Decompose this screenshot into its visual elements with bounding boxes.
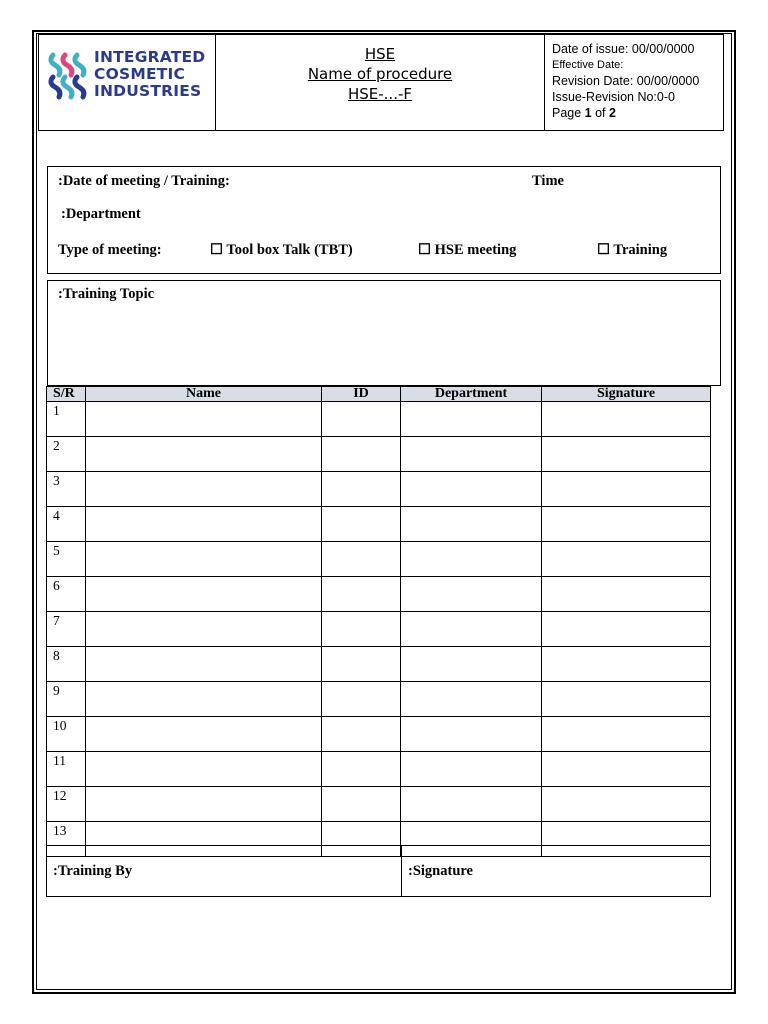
table-row bbox=[47, 437, 711, 472]
cell-signature[interactable] bbox=[542, 577, 711, 612]
table-row bbox=[47, 402, 711, 437]
cell-department[interactable] bbox=[401, 542, 542, 577]
issue-revision: Issue-Revision No:0-0 bbox=[552, 90, 675, 104]
cell-department[interactable] bbox=[401, 612, 542, 647]
cell-sr: 8 bbox=[47, 647, 86, 682]
company-name bbox=[94, 49, 205, 100]
cell-signature[interactable] bbox=[542, 682, 711, 717]
table-row bbox=[47, 577, 711, 612]
cell-id[interactable] bbox=[322, 437, 401, 472]
cell-id[interactable] bbox=[322, 402, 401, 437]
header-sr: S/R bbox=[47, 387, 86, 402]
cell-signature[interactable] bbox=[542, 437, 711, 472]
cell-sr: 3 bbox=[47, 472, 86, 507]
cell-signature[interactable] bbox=[542, 647, 711, 682]
cell-id[interactable] bbox=[322, 752, 401, 787]
cell-id[interactable] bbox=[322, 787, 401, 822]
effective-date: Effective Date: bbox=[552, 59, 624, 71]
cell-department[interactable] bbox=[401, 717, 542, 752]
trainer-signoff-box bbox=[46, 845, 711, 897]
cell-signature[interactable] bbox=[542, 507, 711, 542]
header-id: ID bbox=[322, 387, 401, 402]
cell-name[interactable] bbox=[86, 752, 322, 787]
checkbox-training[interactable]: ☐ Training bbox=[597, 242, 668, 258]
cell-name[interactable] bbox=[86, 577, 322, 612]
company-logo-icon bbox=[47, 51, 89, 101]
table-row bbox=[47, 472, 711, 507]
cell-name[interactable] bbox=[86, 437, 322, 472]
cell-name[interactable] bbox=[86, 402, 322, 437]
signoff-divider bbox=[401, 846, 402, 896]
table-row bbox=[47, 717, 711, 752]
cell-sr: 6 bbox=[47, 577, 86, 612]
table-row bbox=[47, 507, 711, 542]
cell-department[interactable] bbox=[401, 507, 542, 542]
signature-label: :Signature bbox=[408, 863, 473, 879]
cell-signature[interactable] bbox=[542, 402, 711, 437]
doc-title-code: HSE-...-F bbox=[347, 85, 413, 103]
cell-department[interactable] bbox=[401, 402, 542, 437]
page-total: 2 bbox=[609, 106, 616, 120]
table-header-row bbox=[47, 387, 711, 402]
cell-name[interactable] bbox=[86, 682, 322, 717]
table-row bbox=[47, 647, 711, 682]
checkbox-hse-meeting[interactable]: ☐ HSE meeting bbox=[418, 242, 517, 258]
cell-sr: 9 bbox=[47, 682, 86, 717]
cell-id[interactable] bbox=[322, 647, 401, 682]
cell-name[interactable] bbox=[86, 507, 322, 542]
cell-signature[interactable] bbox=[542, 612, 711, 647]
cell-sr: 4 bbox=[47, 507, 86, 542]
cell-sr: 13 bbox=[47, 822, 86, 857]
company-name-line-3: INDUSTRIES bbox=[94, 82, 202, 100]
cell-signature[interactable] bbox=[542, 752, 711, 787]
date-of-meeting-label: :Date of meeting / Training: bbox=[58, 173, 230, 189]
cell-id[interactable] bbox=[322, 542, 401, 577]
header-name: Name bbox=[86, 387, 322, 402]
logo-cell bbox=[39, 35, 216, 130]
header-signature: Signature bbox=[542, 387, 711, 402]
cell-department[interactable] bbox=[401, 752, 542, 787]
page-current: 1 bbox=[584, 106, 592, 120]
cell-sr: 5 bbox=[47, 542, 86, 577]
table-row bbox=[47, 542, 711, 577]
header-department: Department bbox=[401, 387, 542, 402]
title-cell bbox=[216, 35, 545, 130]
page-number bbox=[552, 105, 725, 121]
cell-sr: 1 bbox=[47, 402, 86, 437]
cell-name[interactable] bbox=[86, 612, 322, 647]
cell-signature[interactable] bbox=[542, 717, 711, 752]
cell-department[interactable] bbox=[401, 577, 542, 612]
attendance-table bbox=[46, 386, 711, 857]
cell-department[interactable] bbox=[401, 437, 542, 472]
cell-sr: 7 bbox=[47, 612, 86, 647]
cell-name[interactable] bbox=[86, 542, 322, 577]
cell-name[interactable] bbox=[86, 472, 322, 507]
table-row bbox=[47, 752, 711, 787]
cell-department[interactable] bbox=[401, 787, 542, 822]
cell-id[interactable] bbox=[322, 682, 401, 717]
table-row bbox=[47, 682, 711, 717]
document-header bbox=[38, 34, 724, 131]
cell-name[interactable] bbox=[86, 647, 322, 682]
department-label: :Department bbox=[61, 206, 141, 222]
table-row bbox=[47, 787, 711, 822]
cell-id[interactable] bbox=[322, 717, 401, 752]
training-topic-label: :Training Topic bbox=[58, 286, 155, 302]
cell-sr: 10 bbox=[47, 717, 86, 752]
doc-title-hse: HSE bbox=[364, 45, 396, 63]
company-name-line-2: COSMETIC bbox=[94, 65, 186, 83]
table-row bbox=[47, 612, 711, 647]
meeting-info-box bbox=[47, 166, 721, 274]
cell-sr: 2 bbox=[47, 437, 86, 472]
cell-sr: 11 bbox=[47, 752, 86, 787]
cell-signature[interactable] bbox=[542, 542, 711, 577]
time-label: Time bbox=[532, 173, 564, 189]
date-of-issue: Date of issue: 00/00/0000 bbox=[552, 42, 695, 56]
meeting-type-label: Type of meeting: bbox=[58, 242, 162, 258]
training-by-label: :Training By bbox=[53, 863, 133, 879]
meta-cell bbox=[545, 35, 725, 130]
cell-name[interactable] bbox=[86, 787, 322, 822]
cell-id[interactable] bbox=[322, 507, 401, 542]
cell-id[interactable] bbox=[322, 612, 401, 647]
cell-department[interactable] bbox=[401, 682, 542, 717]
cell-department[interactable] bbox=[401, 472, 542, 507]
page-prefix: Page bbox=[552, 106, 585, 120]
cell-sr: 12 bbox=[47, 787, 86, 822]
cell-signature[interactable] bbox=[542, 472, 711, 507]
cell-name[interactable] bbox=[86, 717, 322, 752]
checkbox-toolbox-talk[interactable]: ☐ Tool box Talk (TBT) bbox=[210, 242, 353, 258]
company-name-line-1: INTEGRATED bbox=[94, 48, 206, 66]
cell-id[interactable] bbox=[322, 472, 401, 507]
doc-title-procedure: Name of procedure bbox=[307, 65, 453, 83]
page-of: of bbox=[591, 106, 609, 120]
cell-signature[interactable] bbox=[542, 787, 711, 822]
training-topic-box bbox=[47, 280, 721, 386]
cell-department[interactable] bbox=[401, 647, 542, 682]
revision-date: Revision Date: 00/00/0000 bbox=[552, 74, 700, 88]
cell-id[interactable] bbox=[322, 577, 401, 612]
